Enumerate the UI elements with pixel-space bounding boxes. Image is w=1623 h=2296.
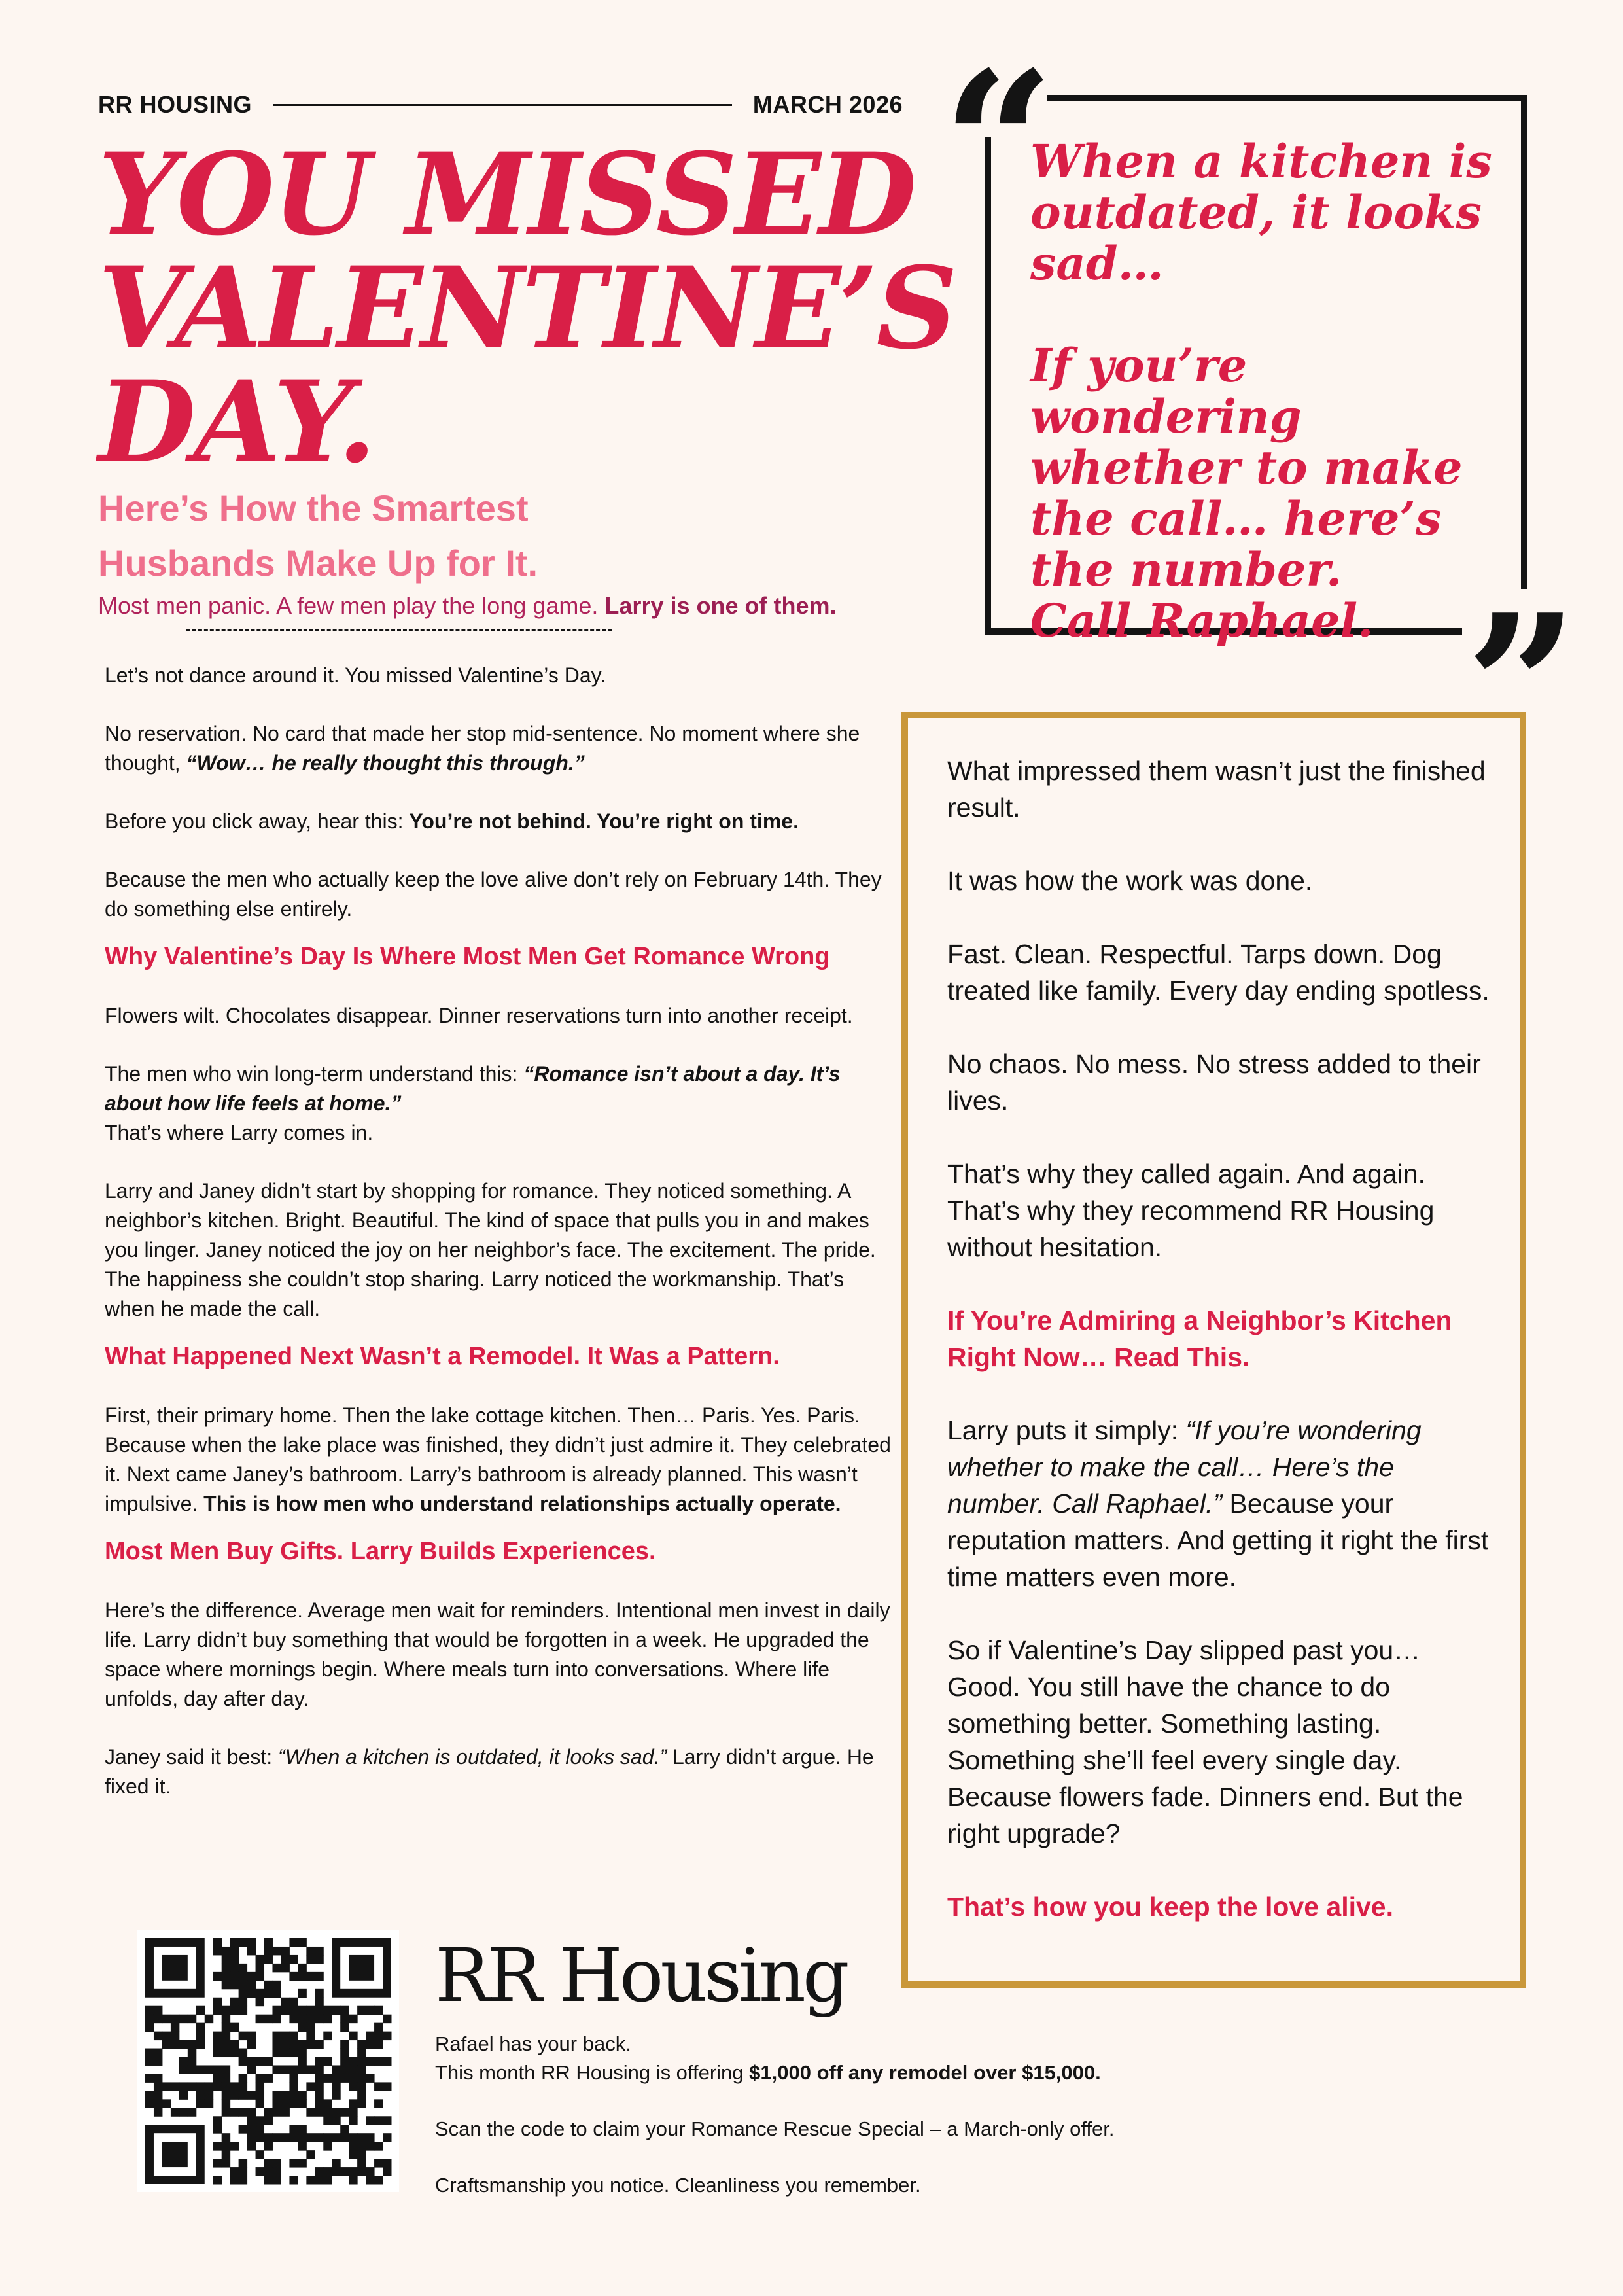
article-emphasis: You’re not behind. You’re right on time. [409, 809, 799, 833]
masthead [98, 86, 903, 123]
article-paragraph: Flowers wilt. Chocolates disappear. Dinner reservations turn into another receipt. [105, 1004, 853, 1027]
teaser-highlight: Larry is one of them. [604, 592, 837, 619]
sidebar-emphasis: “If you’re wondering whether to make the call… Here’s the number. Call Raphael.” [947, 1415, 1422, 1519]
sidebar-heading: If You’re Admiring a Neighbor’s Kitchen Right Now… Read This. [947, 1305, 1452, 1372]
offer-line [435, 2058, 1285, 2087]
article-emphasis: This is how men who understand relationships actually operate. [203, 1492, 841, 1515]
offer-line: Rafael has your back. [435, 2032, 631, 2055]
article-text: Before you click away, hear this: [105, 809, 410, 833]
article-paragraph: Larry and Janey didn’t start by shopping for romance. They noticed something. A neighbor’s kitchen. Bright. Beautiful. The kind of space that pulls you in and makes you linger. Janey noticed the joy on her neighbor’s face. The excitement. The pride. The happiness she couldn’t stop sharing. Larry noticed the workmanship. That’s when he made the call. [105, 1179, 876, 1320]
sidebar-story [947, 752, 1497, 1962]
subhead-line-2: Husbands Make Up for It. [98, 542, 538, 584]
pull-quote-line: Call Raphael. [1030, 593, 1374, 648]
offer-line: Craftsmanship you notice. Cleanliness you remember. [435, 2174, 921, 2197]
offer-line: Scan the code to claim your Romance Rescue Special – a March-only offer. [435, 2117, 1115, 2140]
article-paragraph: Here’s the difference. Average men wait for reminders. Intentional men invest in daily life. Larry didn’t buy something that would be forgotten in a week. He upgraded the space where mornings begin. Where meals turn into conversations. Where life unfolds, day after day. [105, 1598, 890, 1710]
section-heading: What Happened Next Wasn’t a Remodel. It Was a Pattern. [105, 1343, 780, 1370]
headline-line-1: YOU MISSED [98, 128, 915, 260]
article-text: The men who win long-term understand this: [105, 1062, 524, 1086]
company-logo: RR Housing [435, 1934, 846, 2019]
close-quote-icon: ” [1462, 589, 1573, 680]
pull-quote [1030, 136, 1501, 646]
sidebar-paragraph: So if Valentine’s Day slipped past you… Good. You still have the chance to do something better. Something lasting. Something she’ll feel every single day. Because flowers fade. Dinners end. But the right upgrade? [947, 1635, 1463, 1848]
brand-name: RR HOUSING [98, 91, 253, 118]
offer-text: This month RR Housing is offering [435, 2061, 750, 2084]
article-paragraph [105, 719, 896, 778]
pull-quote-line: When a kitchen is outdated, it looks sad… [1030, 134, 1492, 291]
teaser-text: Most men panic. A few men play the long game. [98, 592, 605, 619]
sidebar-paragraph: That’s why they called again. And again. That’s why they recommend RR Housing without hesitation. [947, 1159, 1435, 1262]
section-heading: Most Men Buy Gifts. Larry Builds Experiences. [105, 1538, 656, 1565]
article-paragraph [105, 1742, 896, 1801]
article-text: Larry didn’t argue. He fixed it. [105, 1745, 874, 1798]
sidebar-text: Because your reputation matters. And getting it right the first time matters even more. [947, 1489, 1489, 1592]
sidebar-paragraph: It was how the work was done. [947, 866, 1313, 896]
sidebar-paragraph: Fast. Clean. Respectful. Tarps down. Dog treated like family. Every day ending spotless. [947, 939, 1490, 1006]
pull-quote-line: If you’re wondering whether to make the call… here’s the number. [1030, 338, 1463, 597]
qr-code-icon[interactable] [137, 1930, 399, 2192]
article-text: First, their primary home. Then the lake cottage kitchen. Then… Paris. Yes. Paris. Because when the lake place was finished, they didn’t just admire it. They celebrated it. Next came Janey’s bathroom. Larry’s bathroom is already planned. This wasn’t impulsive. [105, 1404, 891, 1515]
masthead-divider [273, 104, 732, 106]
sidebar-text: Larry puts it simply: [947, 1415, 1186, 1445]
article-emphasis: “Wow… he really thought this through.” [186, 751, 585, 775]
qr-code-graphic [137, 1930, 399, 2192]
sidebar-paragraph: No chaos. No mess. No stress added to their lives. [947, 1049, 1481, 1116]
sidebar-paragraph: What impressed them wasn’t just the finished result. [947, 756, 1486, 822]
open-quote-icon: “ [942, 28, 1055, 259]
article-text: No reservation. No card that made her stop mid-sentence. No moment where she thought, [105, 722, 860, 775]
offer-details [435, 2030, 1285, 2200]
article-paragraph: Let’s not dance around it. You missed Valentine’s Day. [105, 663, 606, 687]
subheadline [98, 481, 752, 591]
teaser-line [98, 592, 949, 620]
article-text: Janey said it best: [105, 1745, 279, 1769]
article-paragraph [105, 807, 896, 836]
article-body [105, 661, 896, 1830]
article-paragraph [105, 1059, 896, 1148]
article-paragraph: Because the men who actually keep the love alive don’t rely on February 14th. They do something else entirely. [105, 868, 882, 921]
article-paragraph [105, 1401, 896, 1519]
article-emphasis: “When a kitchen is outdated, it looks sad.” [278, 1745, 667, 1769]
headline-line-3: DAY. [98, 355, 375, 488]
page-title [98, 128, 956, 488]
sidebar-paragraph [947, 1412, 1497, 1595]
article-emphasis: “Romance isn’t about a day. It’s about how life feels at home.” [105, 1062, 841, 1115]
section-heading: Why Valentine’s Day Is Where Most Men Get Romance Wrong [105, 943, 830, 970]
offer-amount: $1,000 off any remodel over $15,000. [749, 2061, 1101, 2084]
article-text: That’s where Larry comes in. [105, 1121, 374, 1144]
dashed-divider [186, 629, 612, 631]
issue-date: MARCH 2026 [752, 91, 903, 118]
headline-line-2: VALENTINE’S [98, 241, 956, 374]
subhead-line-1: Here’s How the Smartest [98, 487, 529, 529]
sidebar-closing: That’s how you keep the love alive. [947, 1892, 1394, 1922]
